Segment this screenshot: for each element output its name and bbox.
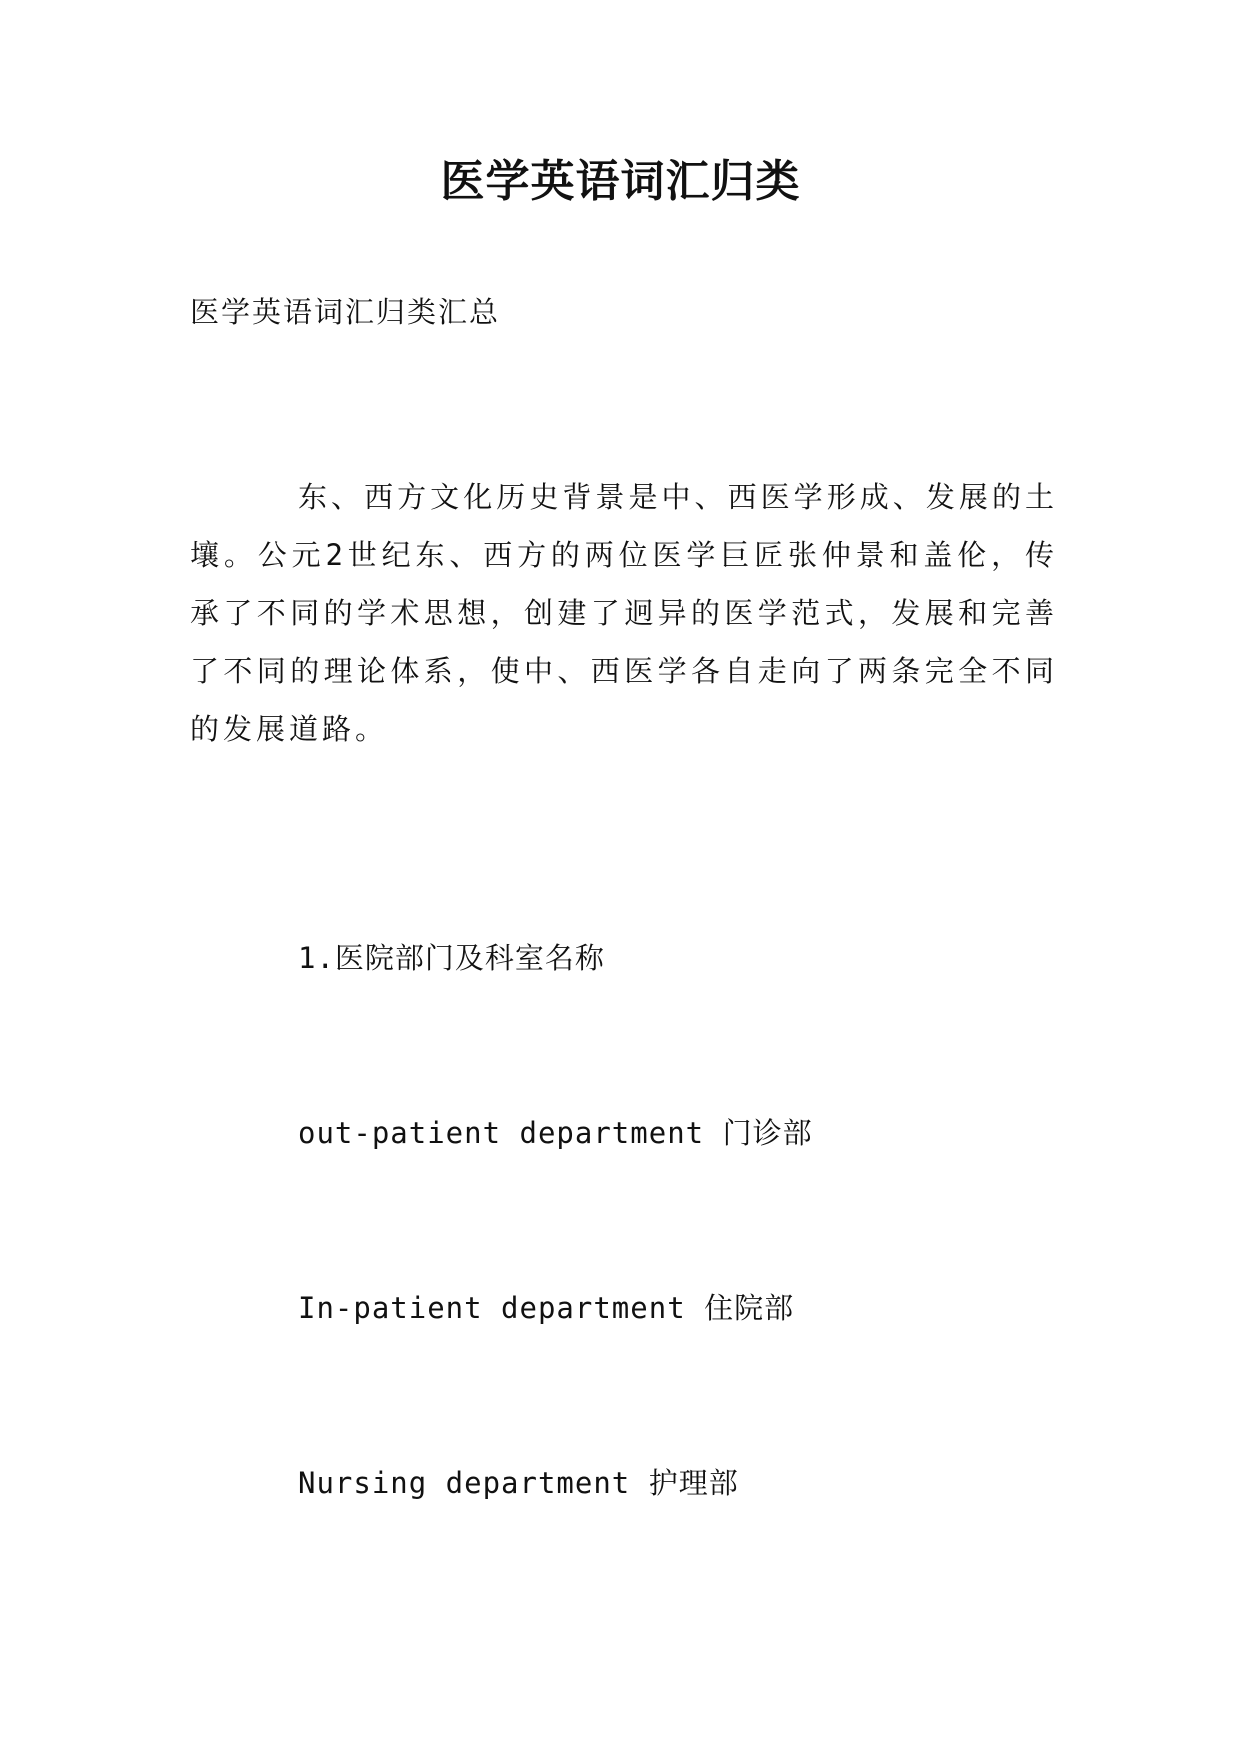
vocab-entry: Nursing department 护理部 [298, 1466, 739, 1500]
section-heading: 1.医院部门及科室名称 [298, 941, 605, 975]
document-subtitle: 医学英语词汇归类汇总 [190, 295, 501, 329]
intro-paragraph: 东、西方文化历史背景是中、西医学形成、发展的土壤。公元2世纪东、西方的两位医学巨匠张仲景和盖伦，传承了不同的学术思想，创建了迥异的医学范式，发展和完善了不同的理论体系，使中、西医学各自走向了两条完全不同的发展道路。 [190, 480, 1058, 746]
vocab-entry: out-patient department 门诊部 [298, 1116, 813, 1150]
document-title: 医学英语词汇归类 [440, 156, 801, 207]
vocab-entry: In-patient department 住院部 [298, 1291, 795, 1325]
